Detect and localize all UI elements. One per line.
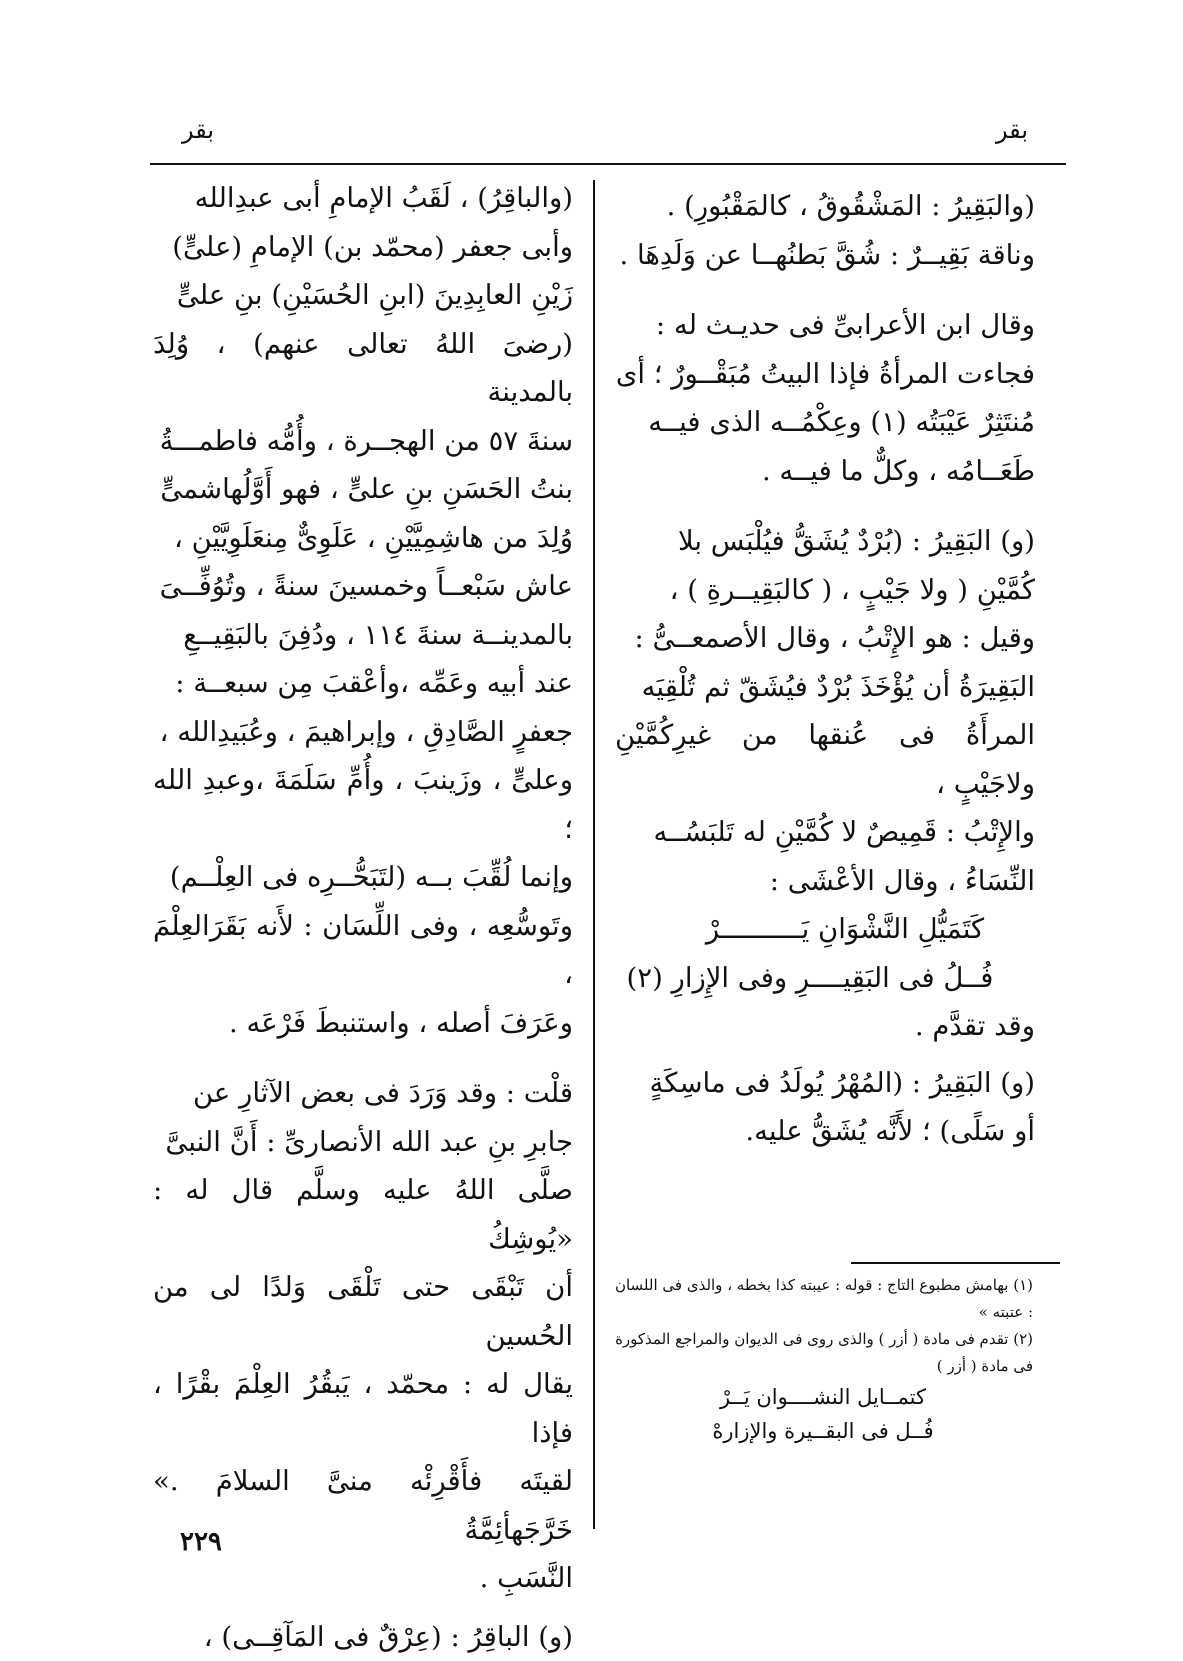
header-headword-right: بقر	[996, 116, 1028, 144]
text-line: صلَّى اللهُ عليه وسلَّم قال له : «يُوشِكُ	[153, 1166, 573, 1263]
text-line: (و) البَقِيرُ : (المُهْرُ يُولَدُ فى ماسِكَةٍ	[615, 1059, 1035, 1108]
page-number: ٢٢٩	[180, 1527, 222, 1557]
text-line: أو سَلًى) ؛ لأَنَّه يُشَقُّ عليه.	[615, 1107, 1035, 1156]
text-line: وناقة بَقِيــرٌ : شُقَّ بَطنُهــا عن وَلَدِهَا .	[615, 231, 1035, 280]
text-line: يقال له : محمّد ، يَبقُرُ العِلْمَ بقْرًا ، فإذا	[153, 1360, 573, 1457]
header-headword-left: بقر	[182, 116, 214, 144]
text-line: (والباقِرُ) ، لَقَبُ الإمامِ أبى عبدِالله	[153, 174, 573, 223]
text-line: عاش سَبْعــاً وخمسينَ سنةً ، وتُوُفِّــىَ	[153, 562, 573, 611]
footnote-verse-line: فُــل فى البقــيرة والإزارهْ	[613, 1414, 1033, 1448]
text-line: البَقِيرَةُ أن يُؤْخَذَ بُرْدٌ فيُشَقّ ثم تُلْقِيَه	[615, 663, 1035, 712]
text-line: (و) الباقِرُ : (عِرْقٌ فى المَآقِــى) ،	[153, 1613, 573, 1661]
text-line: النَّسَبِ .	[153, 1554, 573, 1603]
text-line: سنةَ ٥٧ من الهجــرة ، وأُمُّه فاطمـــةُ	[153, 417, 573, 466]
text-line: مُنتَثِرٌ عَيْبَتُه (١) وعِكْمُــه الذى فيــه	[615, 398, 1035, 447]
text-line: وقيل : هو الإِتْبُ ، وقال الأصمعــىُّ :	[615, 614, 1035, 663]
text-line: وعَرَفَ أصله ، واستنبطَ فَرْعَه .	[153, 999, 573, 1048]
footnote-2: (٢) تقدم فى مادة ( أزر ) والذى روى فى الديوان والمراجع المذكورة فى مادة ( أزر )	[613, 1326, 1033, 1380]
text-line: عند أبيه وعَمِّه ،وأعْقبَ مِن سبعــة :	[153, 659, 573, 708]
header-rule	[150, 163, 1066, 165]
paragraph-gap	[615, 279, 1035, 301]
text-line: وأبى جعفر (محمّد بن) الإمامِ (علىٍّ)	[153, 223, 573, 272]
paragraph-gap	[153, 1047, 573, 1069]
text-line: بالمدينــة سنةَ ١١٤ ، ودُفِنَ بالبَقِيــعِ	[153, 611, 573, 660]
right-column	[615, 182, 1035, 1156]
text-line: (رضىَ اللهُ تعالى عنهم) ، وُلِدَ بالمدينة	[153, 320, 573, 417]
text-line: وقد تقدَّم .	[615, 1002, 1035, 1051]
text-line: (والبَقِيرُ : المَشْقُوقُ ، كالمَقْبُورِ) .	[615, 182, 1035, 231]
text-line: زَيْنِ العابِدِينَ (ابنِ الحُسَيْنِ) بنِ علىٍّ	[153, 271, 573, 320]
text-line: والإِتْبُ : قَمِيصٌ لا كُمَّيْنِ له تَلبَسُــه	[615, 808, 1035, 857]
text-line: وإنما لُقِّبَ بــه (لتَبَحُّــرِه فى العِلْــم)	[153, 853, 573, 902]
text-line: طَعَــامُه ، وكلٌّ ما فيــه .	[615, 447, 1035, 496]
footnote-rule	[851, 1262, 1060, 1264]
text-line: جعفرٍ الصَّادِقِ ، وإبراهيمَ ، وعُبَيدِالله ،	[153, 708, 573, 757]
text-line: وُلِدَ من هاشِمِيَّيْنِ ، عَلَوِىٌّ مِنعَلَوِيَّيْنِ ،	[153, 514, 573, 563]
column-divider	[593, 180, 595, 1529]
text-line: جابرِ بنِ عبد الله الأنصارىِّ : أَنَّ النبىَّ	[153, 1118, 573, 1167]
text-line: كُمَّيْنِ ( ولا جَيْبٍ ، ( كالبَقِيــرةِ ) ،	[615, 566, 1035, 615]
text-line: قلْت : وقد وَرَدَ فى بعض الآثارِ عن	[153, 1069, 573, 1118]
text-line: فجاءت المرأةُ فإذا البيتُ مُبَقْــورٌ ؛ أى	[615, 350, 1035, 399]
text-line: النِّسَاءُ ، وقال الأعْشَى :	[615, 857, 1035, 906]
footnote-1: (١) بهامش مطبوع التاج : قوله : عيبته كذا بخطه ، والذى فى اللسان : عتبته »	[613, 1272, 1033, 1326]
text-line: وعلىٍّ ، وزَينبَ ، وأُمِّ سَلَمَةَ ،وعبدِ الله ؛	[153, 756, 573, 853]
paragraph-gap	[153, 1603, 573, 1613]
footnote-verse-line: كتمــايل النشــــوان يَــرْ	[613, 1380, 1033, 1414]
verse-line: فُــلُ فى البَقِيــــرِ وفى الإِزارِ (٢)	[615, 954, 1035, 1003]
text-line: (و) البَقِيرُ : (بُرْدٌ يُشَقُّ فيُلْبَس بلا	[615, 517, 1035, 566]
text-line: أن تَبْقَى حتى تَلْقَى وَلدًا لى من الحُسين	[153, 1263, 573, 1360]
left-column	[153, 174, 573, 1661]
verse-line: كَتَمَيُّلِ النَّشْوَانِ يَــــــــــرْ	[615, 905, 1035, 954]
text-line: لقيتَه فأَقْرِئْه منىَّ السلامَ .» خَرَّجَهأئِمَّةُ	[153, 1457, 573, 1554]
paragraph-gap	[615, 1051, 1035, 1059]
text-line: المرأَةُ فى عُنقها من غيرِكُمَّيْنِ ولاجَيْبٍ ،	[615, 711, 1035, 808]
footnotes	[613, 1272, 1033, 1448]
text-line: بنتُ الحَسَنِ بنِ علىٍّ ، فهو أَوَّلُهاشمىٍّ	[153, 465, 573, 514]
paragraph-gap	[615, 495, 1035, 517]
text-line: وتَوسُّعِه ، وفى اللِّسَان : لأَنه بَقَرَالعِلْمَ ،	[153, 902, 573, 999]
text-line: وقال ابن الأعرابىِّ فى حديـث له :	[615, 301, 1035, 350]
